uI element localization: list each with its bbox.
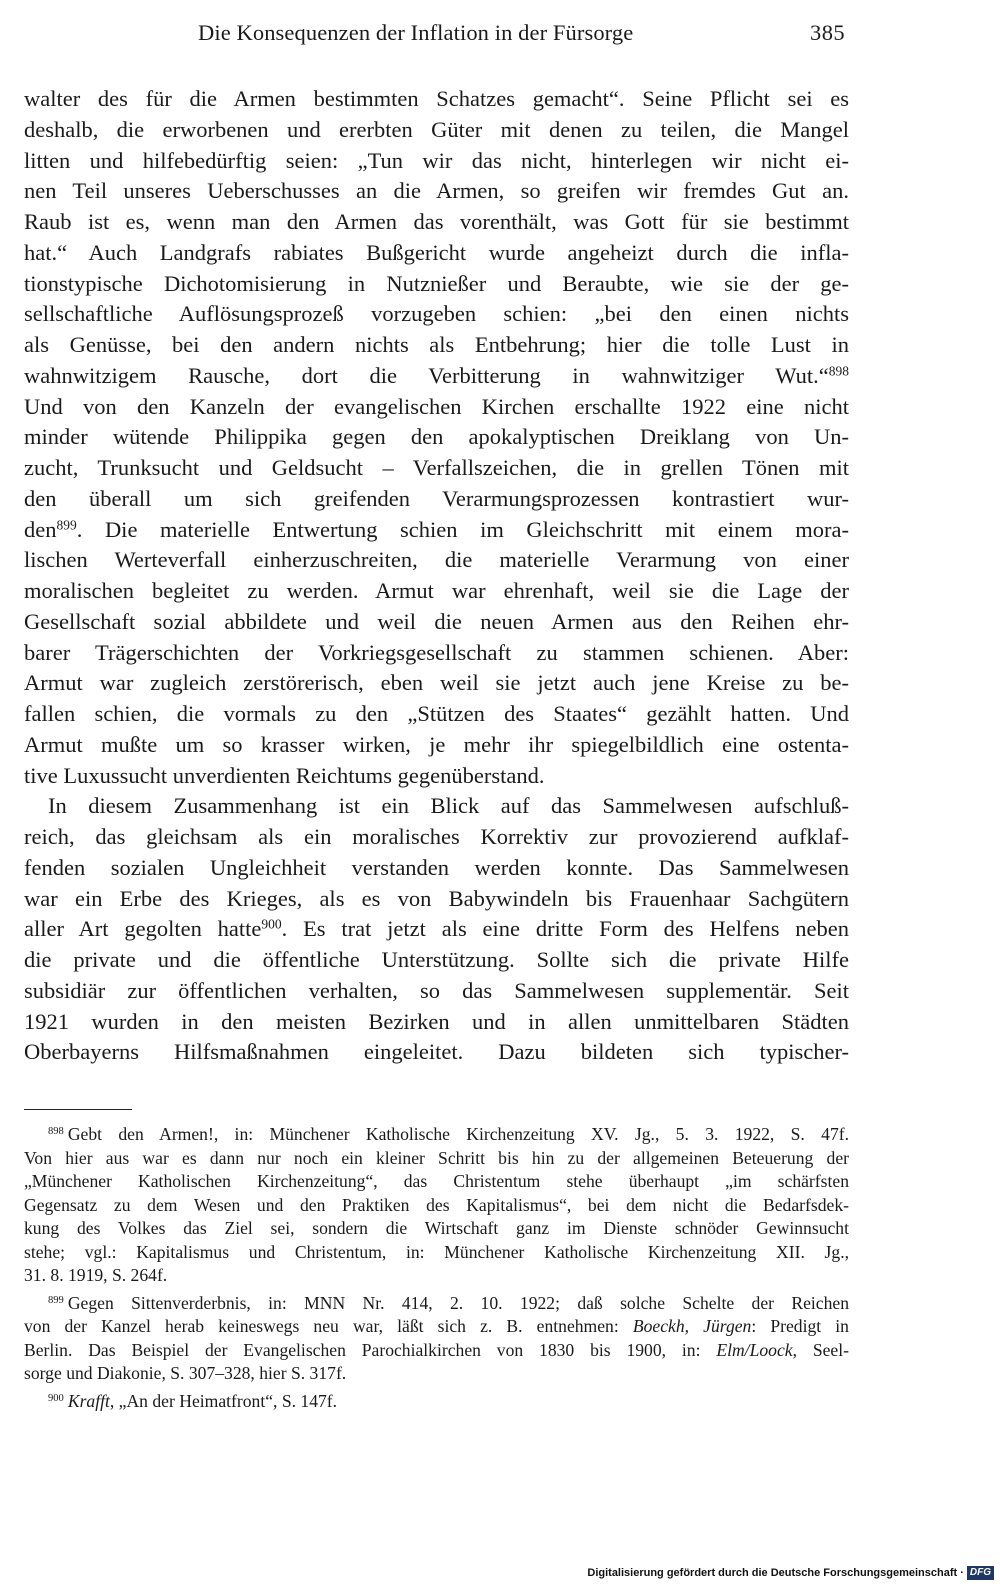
- footnote-reference: 899: [56, 517, 77, 533]
- line-text: litten und hilfebedürftig seien: „Tun wir das nicht, hinterlegen wir nicht ei-: [24, 147, 849, 173]
- footnote-line: [24, 1194, 849, 1218]
- body-line: [24, 945, 849, 976]
- line-text: den überall um sich greifenden Verarmungsprozessen kontrastiert wur-: [24, 485, 849, 511]
- line-text: war ein Erbe des Krieges, als es von Babywindeln bis Frauenhaar Sachgütern: [24, 885, 849, 911]
- footnote-text: stehe; vgl.: Kapitalismus und Christentum, in: Münchener Katholische Kirchenzeitung XII. Jg.,: [24, 1241, 849, 1262]
- footnote-reference: 898: [828, 363, 849, 379]
- dfg-logo: DFG: [967, 1566, 994, 1580]
- footnotes: [24, 1123, 849, 1413]
- footnote-line: [24, 1390, 849, 1414]
- footnote-line: [24, 1264, 849, 1288]
- line-text: tionstypische Dichotomisierung in Nutznießer und Beraubte, wie sie der ge-: [24, 270, 849, 296]
- body-line: [24, 484, 849, 515]
- footnote-author: Boeckh, Jürgen: [632, 1316, 752, 1336]
- footnote-text: sorge und Diakonie, S. 307–328, hier S. 317f.: [24, 1363, 347, 1383]
- body-line: [24, 853, 849, 884]
- body-line: [24, 668, 849, 699]
- page-number: 385: [810, 20, 845, 45]
- footnote-text: Gegen Sittenverderbnis, in: MNN Nr. 414, 2. 10. 1922; daß solche Schelte der Reichen: [67, 1292, 849, 1313]
- body-line: [24, 422, 849, 453]
- body-text: [24, 84, 849, 1068]
- footnote-number: 899: [48, 1294, 64, 1306]
- line-text: tive Luxussucht unverdienten Reichtums gegenüberstand.: [24, 762, 545, 788]
- footnote-line: [24, 1362, 849, 1386]
- body-line: [24, 330, 849, 361]
- line-text-continued: . Es trat jetzt als eine dritte Form des Helfens neben: [281, 916, 849, 942]
- line-text-continued: . Die materielle Entwertung schien im Gleichschritt mit einem mora-: [76, 516, 849, 542]
- running-header: [22, 22, 845, 45]
- body-line: [24, 699, 849, 730]
- footnote-author: Elm/Loock: [716, 1339, 793, 1360]
- line-text: sellschaftliche Auflösungsprozeß vorzugeben schien: „bei den einen nichts: [24, 301, 849, 327]
- body-line: [24, 576, 849, 607]
- body-line: [24, 115, 849, 146]
- line-text: lischen Werteverfall einherzuschreiten, die materielle Verarmung von einer: [24, 547, 849, 573]
- footnote-text: kung des Volkes das Ziel sei, sondern die Wirtschaft ganz im Dienste schnöder Gewinnsucht: [24, 1218, 849, 1238]
- line-text: subsidiär zur öffentlichen verhalten, so das Sammelwesen supplementär. Seit: [24, 977, 849, 1003]
- line-text: In diesem Zusammenhang ist ein Blick auf das Sammelwesen aufschluß-: [48, 793, 849, 819]
- body-line: [24, 392, 849, 423]
- body-line: [24, 607, 849, 638]
- line-text: fenden sozialen Ungleichheit verstanden werden konnte. Das Sammelwesen: [24, 854, 849, 880]
- line-text: zucht, Trunksucht und Geldsucht – Verfallszeichen, die in grellen Tönen mit: [24, 455, 849, 480]
- digitization-note-text: Digitalisierung gefördert durch die Deutsche Forschungsgemeinschaft ·: [587, 1567, 964, 1579]
- footnote-line: [24, 1241, 849, 1265]
- line-text: nen Teil unseres Ueberschusses an die Armen, so greifen wir fremdes Gut an.: [24, 178, 849, 204]
- line-text: Und von den Kanzeln der evangelischen Kirchen erschallte 1922 eine nicht: [24, 393, 849, 419]
- footnote-line: [24, 1315, 849, 1339]
- body-line: [24, 791, 849, 822]
- line-text: walter des für die Armen bestimmten Schatzes gemacht“. Seine Pflicht sei es: [24, 86, 849, 111]
- body-line: [24, 1007, 849, 1038]
- line-text: die private und die öffentliche Unterstützung. Sollte sich die private Hilfe: [24, 947, 849, 972]
- body-line: [24, 238, 849, 269]
- footnote-author: Krafft: [67, 1390, 110, 1411]
- line-text: Gesellschaft sozial abbildete und weil die neuen Armen aus den Reihen ehr-: [24, 608, 849, 634]
- line-text: 1921 wurden in den meisten Bezirken und in allen unmittelbaren Städten: [24, 1008, 849, 1034]
- footnote-line: [24, 1123, 849, 1147]
- body-line: [24, 361, 849, 392]
- line-text: den: [24, 516, 57, 542]
- footnote-line: [24, 1339, 849, 1363]
- footnote-text-continued: , Seel-: [792, 1339, 849, 1360]
- digitization-note: [587, 1566, 994, 1580]
- footnote-text: Gebt den Armen!, in: Münchener Katholische Kirchenzeitung XV. Jg., 5. 3. 1922, S. 47f.: [67, 1124, 849, 1144]
- body-line: [24, 638, 849, 669]
- body-line: [24, 515, 849, 546]
- footnote-text: von der Kanzel herab keineswegs neu war, läßt sich z. B. entnehmen:: [24, 1316, 633, 1336]
- line-text: hat.“ Auch Landgrafs rabiates Bußgericht wurde angeheizt durch die infla-: [24, 239, 849, 265]
- footnote-text: 31. 8. 1919, S. 264f.: [24, 1265, 168, 1285]
- footnote-text-continued: : Predigt in: [751, 1316, 849, 1336]
- line-text: deshalb, die erworbenen und ererbten Güter mit denen zu teilen, die Mangel: [24, 116, 849, 142]
- line-text: Raub ist es, wenn man den Armen das vorenthält, was Gott für sie bestimmt: [24, 209, 849, 234]
- footnote-number: 900: [48, 1392, 64, 1404]
- body-line: [24, 761, 849, 792]
- body-line: [24, 207, 849, 238]
- footnote-line: [24, 1292, 849, 1316]
- line-text: minder wütende Philippika gegen den apokalyptischen Dreiklang von Un-: [24, 424, 849, 450]
- line-text: als Genüsse, bei den andern nichts als Entbehrung; hier die tolle Lust in: [24, 332, 849, 357]
- footnote-line: [24, 1170, 849, 1194]
- body-line: [24, 84, 849, 115]
- line-text: reich, das gleichsam als ein moralisches Korrektiv zur provozierend aufklaf-: [24, 824, 849, 849]
- body-line: [24, 1037, 849, 1068]
- running-title: Die Konsequenzen der Inflation in der Fürsorge: [198, 20, 634, 45]
- line-text: Oberbayerns Hilfsmaßnahmen eingeleitet. Dazu bildeten sich typischer-: [24, 1039, 849, 1065]
- body-line: [24, 914, 849, 945]
- body-line: [24, 269, 849, 300]
- footnote-number: 898: [48, 1126, 64, 1138]
- body-line: [24, 176, 849, 207]
- footnote-text: Gegensatz zu dem Wesen und den Praktiken des Kapitalismus“, bei dem nicht die Bedarfsdek-: [24, 1194, 849, 1215]
- footnote-text: „Münchener Katholischen Kirchenzeitung“, das Christentum stehe überhaupt „im schärfsten: [24, 1171, 849, 1191]
- line-text: Armut war zugleich zerstörerisch, eben weil sie jetzt auch jene Kreise zu be-: [24, 670, 849, 696]
- line-text: wahnwitzigem Rausche, dort die Verbitterung in wahnwitziger Wut.“: [24, 362, 829, 388]
- footnote-separator: [24, 1109, 132, 1110]
- line-text: fallen schien, die vormals zu den „Stützen des Staates“ gezählt hatten. Und: [24, 701, 849, 726]
- line-text: barer Trägerschichten der Vorkriegsgesellschaft zu stammen schienen. Aber:: [24, 639, 849, 665]
- body-line: [24, 822, 849, 853]
- body-line: [24, 146, 849, 177]
- footnote-reference: 900: [261, 916, 282, 932]
- line-text: Armut mußte um so krasser wirken, je mehr ihr spiegelbildlich eine ostenta-: [24, 731, 849, 757]
- footnote-text-continued: , „An der Heimatfront“, S. 147f.: [109, 1390, 338, 1411]
- footnote-line: [24, 1147, 849, 1171]
- line-text: moralischen begleitet zu werden. Armut war ehrenhaft, weil sie die Lage der: [24, 578, 849, 603]
- footnote-text: Von hier aus war es dann nur noch ein kleiner Schritt bis hin zu der allgemeinen Beteuerung der: [24, 1147, 849, 1168]
- footnote-text: Berlin. Das Beispiel der Evangelischen Parochialkirchen von 1830 bis 1900, in:: [24, 1339, 717, 1360]
- body-line: [24, 730, 849, 761]
- body-line: [24, 976, 849, 1007]
- body-line: [24, 884, 849, 915]
- line-text: aller Art gegolten hatte: [24, 916, 262, 942]
- body-line: [24, 453, 849, 484]
- body-line: [24, 545, 849, 576]
- footnote-line: [24, 1217, 849, 1241]
- body-line: [24, 299, 849, 330]
